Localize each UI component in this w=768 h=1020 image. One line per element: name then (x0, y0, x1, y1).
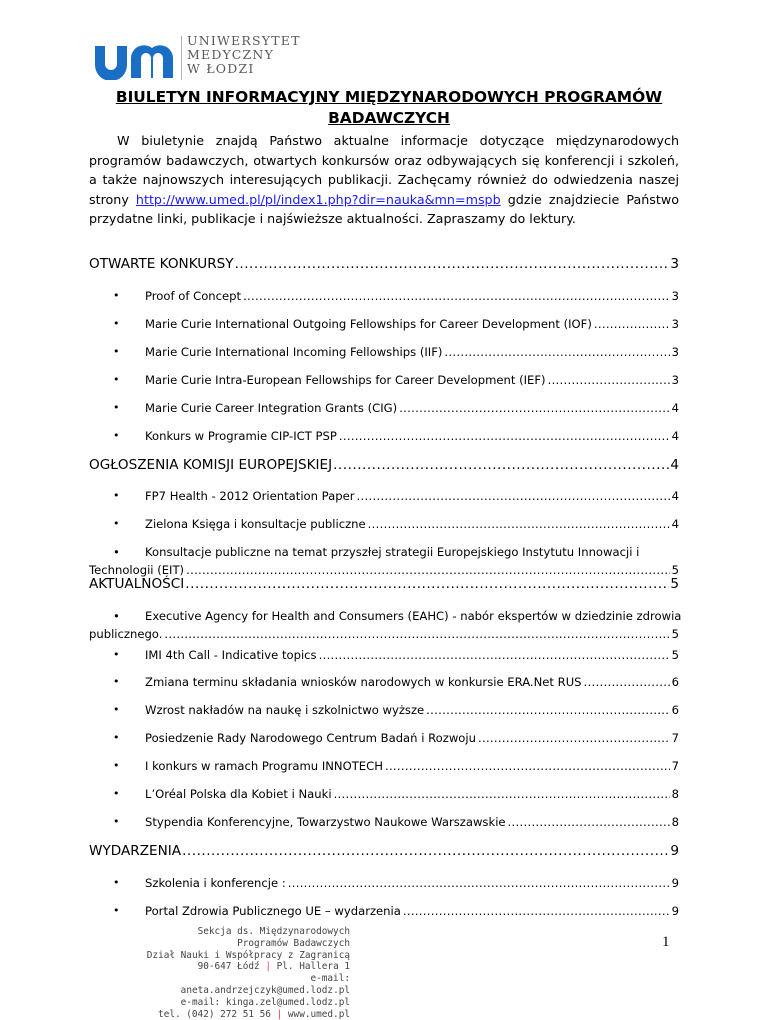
toc-page-number: 6 (671, 703, 679, 717)
toc-item-label-cont: Technologii (EIT) (89, 563, 185, 577)
bullet-icon: • (113, 876, 120, 889)
footer-line: Dział Nauki i Współpracy z Zagranicą (146, 949, 350, 961)
bullet-icon: • (113, 317, 120, 330)
toc-section-ogloszenia[interactable] (89, 457, 679, 473)
toc-page-number: 3 (671, 317, 679, 331)
bullet-icon: • (113, 759, 120, 772)
toc-leader (185, 576, 669, 592)
toc-page-number: 7 (671, 731, 679, 745)
bullet-icon: • (113, 731, 120, 744)
toc-item-label: Szkolenia i konferencje : (145, 876, 286, 890)
bullet-icon: • (113, 545, 120, 559)
bullet-icon: • (113, 517, 120, 530)
bullet-icon: • (113, 345, 120, 358)
toc-section-title: OTWARTE KONKURSY (89, 256, 234, 272)
toc-item-label: Marie Curie International Incoming Fellowships (IIF) (145, 345, 443, 359)
toc-item-label: Marie Curie Intra-European Fellowships for Career Development (IEF) (145, 373, 546, 387)
separator: | (265, 961, 271, 973)
toc-page-number: 5 (671, 627, 679, 641)
footer-website[interactable]: www.umed.pl (287, 1008, 350, 1020)
bullet-icon: • (113, 787, 120, 800)
footer-email[interactable]: e-mail: aneta.andrzejczyk@umed.lodz.pl (180, 973, 350, 996)
bullet-icon: • (113, 904, 120, 917)
toc-section-title: AKTUALNOŚCI (89, 576, 185, 592)
toc-page-number: 9 (671, 904, 679, 918)
toc-page-number: 3 (671, 373, 679, 387)
toc-section-title: OGŁOSZENIA KOMISJI EUROPEJSKIEJ (89, 457, 333, 473)
logo-text (187, 34, 301, 76)
toc-section-otwarte-konkursy[interactable] (89, 256, 679, 272)
toc-item-label: Zielona Księga i konsultacje publiczne (145, 517, 366, 531)
toc-item-label: IMI 4th Call - Indicative topics (145, 648, 317, 662)
toc-item-label: Wzrost nakładów na naukę i szkolnictwo wyższe (145, 703, 425, 717)
footer-email[interactable]: e-mail: kinga.zel@umed.lodz.pl (180, 996, 350, 1008)
footer-phone: tel. (042) 272 51 56 | www.umed.pl (158, 1008, 350, 1020)
toc-page-number: 6 (671, 675, 679, 689)
toc-leader (333, 457, 669, 473)
title-line: BADAWCZYCH (328, 109, 450, 127)
toc-section-title: WYDARZENIA (89, 843, 182, 859)
toc-item-label: Zmiana terminu składania wniosków narodowych w konkursie ERA.Net RUS (145, 675, 582, 689)
bullet-icon: • (113, 289, 120, 302)
toc-item-label: Proof of Concept (145, 289, 242, 303)
intro-paragraph (89, 131, 679, 229)
footer-line: Sekcja ds. Międzynarodowych (197, 926, 350, 937)
footer-address: 90-647 Łódź | Pl. Hallera 1 (197, 961, 350, 973)
toc-item-label: Stypendia Konferencyjne, Towarzystwo Naukowe Warszawskie (145, 815, 506, 829)
toc-item-label: Portal Zdrowia Publicznego UE – wydarzenia (145, 904, 401, 918)
bullet-icon: • (113, 609, 120, 623)
toc-page-number: 5 (671, 563, 679, 577)
bullet-icon: • (113, 429, 120, 442)
toc-page-number: 7 (671, 759, 679, 773)
footer-line: Programów Badawczych (237, 937, 350, 949)
toc-item-label: Konsultacje publiczne na temat przyszłej strategii Europejskiego Instytutu Innowacji i (145, 545, 640, 559)
toc-item-label: Marie Curie Career Integration Grants (CIG) (145, 401, 398, 415)
toc-page-number: 3 (670, 256, 679, 272)
bullet-icon: • (113, 401, 120, 414)
bullet-icon: • (113, 703, 120, 716)
toc-page-number: 4 (671, 489, 679, 503)
page-number: 1 (662, 934, 670, 950)
toc-page-number: 5 (671, 648, 679, 662)
toc-page-number: 4 (671, 517, 679, 531)
toc-item-label: Executive Agency for Health and Consumers (EAHC) - nabór ekspertów w dziedzinie zdrowia (145, 609, 682, 623)
toc-section-wydarzenia[interactable] (89, 843, 679, 859)
toc-item-label-cont: publicznego. (89, 627, 163, 641)
bullet-icon: • (113, 815, 120, 828)
bullet-icon: • (113, 675, 120, 688)
toc-page-number: 3 (671, 289, 679, 303)
toc-page-number: 9 (670, 843, 679, 859)
bullet-icon: • (113, 648, 120, 661)
toc-leader (235, 256, 670, 272)
toc-leader (182, 843, 669, 859)
toc-page-number: 9 (671, 876, 679, 890)
toc-page-number: 8 (671, 815, 679, 829)
title-line: BIULETYN INFORMACYJNY MIĘDZYNARODOWYCH PROGRAMÓW (115, 88, 663, 106)
toc-section-aktualnosci[interactable] (89, 576, 679, 592)
toc-item-label: FP7 Health - 2012 Orientation Paper (145, 489, 355, 503)
toc-page-number: 3 (671, 345, 679, 359)
page-title (100, 87, 678, 129)
intro-text-end: gdzie znajdziecie Państwo przydatne linki, publikacje i najświeższe aktualności. Zapraszamy do lektury. (89, 191, 679, 227)
intro-text: W biuletynie znajdą Państwo aktualne informacje dotyczące międzynarodowych programów badawczych, otwartych konkursów oraz odbywających się konferencji i szkoleń, a także najnowszych interesujących publikacji. Zachęcamy również do odwiedzenia naszej strony (89, 133, 679, 207)
logo-divider (181, 36, 182, 80)
toc-page-number: 4 (671, 429, 679, 443)
toc-page-number: 4 (671, 401, 679, 415)
website-link[interactable]: http://www.umed.pl/pl/index1.php?dir=nauka&mn=mspb (135, 191, 501, 207)
toc-page-number: 4 (670, 457, 679, 473)
toc-item-label: Posiedzenie Rady Narodowego Centrum Badań i Rozwoju (145, 731, 476, 745)
toc-item-label: I konkurs w ramach Programu INNOTECH (145, 759, 383, 773)
logo-line: W ŁODZI (187, 61, 255, 76)
footer-contact (140, 926, 350, 1020)
toc-page-number: 5 (670, 576, 679, 592)
toc-item-label: Marie Curie International Outgoing Fellowships for Career Development (IOF) (145, 317, 592, 331)
bullet-icon: • (113, 489, 120, 502)
um-logo-icon (93, 40, 175, 80)
logo-line: UNIWERSYTET (187, 33, 301, 48)
toc-item-label: Konkurs w Programie CIP-ICT PSP (145, 429, 337, 443)
bullet-icon: • (113, 373, 120, 386)
toc-page-number: 8 (671, 787, 679, 801)
logo-line: MEDYCZNY (187, 47, 275, 62)
toc-item-label: L’Oréal Polska dla Kobiet i Nauki (145, 787, 332, 801)
separator: | (276, 1008, 283, 1020)
